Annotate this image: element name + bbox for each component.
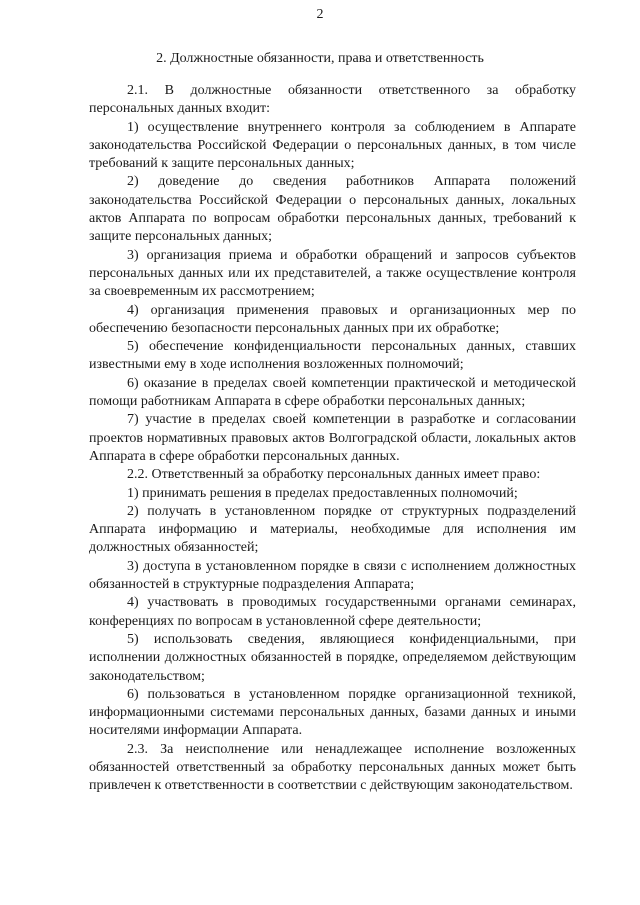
paragraph-2-2-item-4: 4) участвовать в проводимых государственными органами семинарах, конференциях по вопросам в установленной сфере деятельности; bbox=[89, 595, 576, 629]
paragraph-2-2-item-3: 3) доступа в установленном порядке в связи с исполнением должностных обязанностей в структурные подразделения Аппарата; bbox=[89, 558, 576, 593]
paragraph-2-1-item-3: 3) организация приема и обработки обращений и запросов субъектов персональных данных или их представителей, а также осуществление контроля за своевременным их рассмотрением; bbox=[89, 247, 576, 300]
section-title: 2. Должностные обязанности, права и ответственность bbox=[156, 51, 484, 66]
paragraph-2-3: 2.3. За неисполнение или ненадлежащее исполнение возложенных обязанностей ответственный за обработку персональных данных может быть привлечен к ответственности в соответствии с действующим законодательством. bbox=[89, 741, 576, 794]
paragraph-2-2: 2.2. Ответственный за обработку персональных данных имеет право: bbox=[127, 467, 541, 483]
paragraph-2-2-item-1: 1) принимать решения в пределах предоставленных полномочий; bbox=[127, 485, 518, 501]
paragraph-2-1-item-6: 6) оказание в пределах своей компетенции практической и методической помощи работникам Аппарата в сфере обработки персональных данных; bbox=[89, 375, 576, 410]
paragraph-2-1-item-4: 4) организация применения правовых и организационных мер по обеспечению безопасности персональных данных при их обработке; bbox=[89, 302, 576, 336]
paragraph-2-1-item-5: 5) обеспечение конфиденциальности персональных данных, ставших известными ему в ходе исполнения возложенных полномочий; bbox=[89, 339, 576, 373]
paragraph-2-1-item-2: 2) доведение до сведения работников Аппарата положений законодательства Российской Федерации о персональных данных, локальных актов Аппарата по вопросам обработки персональных данных, требований к защите персональных данных; bbox=[89, 174, 576, 245]
paragraph-2-2-item-6: 6) пользоваться в установленном порядке организационной техникой, информационными системами персональных данных, базами данных и иными носителями информации Аппарата. bbox=[89, 686, 576, 739]
document-body bbox=[89, 82, 576, 796]
paragraph-2-1: 2.1. В должностные обязанности ответственного за обработку персональных данных входит: bbox=[89, 83, 576, 117]
paragraph-2-2-item-5: 5) использовать сведения, являющиеся конфиденциальными, при исполнении должностных обязанностей в порядке, определяемом действующим законодательством; bbox=[89, 631, 576, 684]
page-number: 2 bbox=[316, 7, 324, 22]
paragraph-2-2-item-2: 2) получать в установленном порядке от структурных подразделений Аппарата информацию и материалы, необходимые для исполнения им должностных обязанностей; bbox=[89, 503, 576, 556]
paragraph-2-1-item-7: 7) участие в пределах своей компетенции в разработке и согласовании проектов нормативных правовых актов Волгоградской области, локальных актов Аппарата в сфере обработки персональных данных. bbox=[89, 412, 576, 464]
paragraph-2-1-item-1: 1) осуществление внутреннего контроля за соблюдением в Аппарате законодательства Российской Федерации о персональных данных, в том числе требований к защите персональных данных; bbox=[89, 119, 576, 172]
